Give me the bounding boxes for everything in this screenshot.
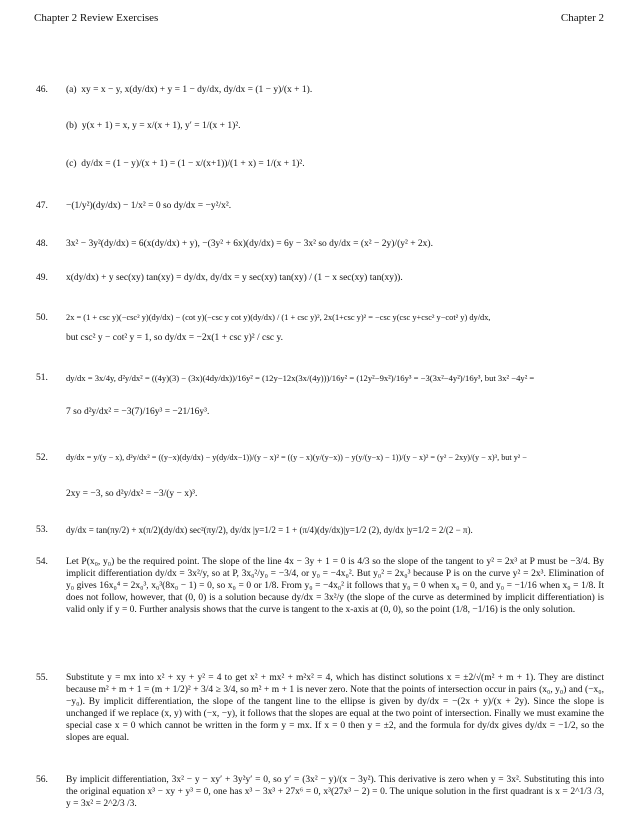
exercise-51 [36,372,604,422]
math-expression: but csc² y − cot² y = 1, so dy/dx = −2x(1 + csc y)² / csc y. [66,333,284,343]
exercise-53 [36,524,604,538]
math-expression: 2xy = −3, so d²y/dx² = −3/(y − x)³. [66,489,198,499]
exercise-number: 50. [36,313,48,323]
solution-paragraph: Substitute y = mx into x² + xy + y² = 4 to get x² + mx² + m²x² = 4, which has distinct solutions x = ±2/√(m² + m + 1). They are distinct because m² + m + 1 = (m + 1/2)² + 3/4 ≥ 3/4, so m² + m + 1 is never zero. Note that the points of intersection occur in pairs (x₀, y₀) and (−x₀, −y₀). By implicit differentiation, the slope of the tangent line to the ellipse is given by dy/dx = −(2x + y)/(x + 2y). Since the slope is unchanged if we replace (x, y) with (−x, −y), it follows that the slopes are equal at the two point of intersection. Finally we must examine the special case x = 0 which cannot be written in the form y = mx. If x = 0 then y = ±2, and the formula for dy/dx gives dy/dx = −1/2, so the slopes are equal. [66,673,604,743]
exercise-number: 49. [36,273,48,283]
header-chapter-label: Chapter 2 [560,12,604,24]
math-expression: dy/dx = tan(πy/2) + x(π/2)(dy/dx) sec²(πy/2), dy/dx |y=1/2 = 1 + (π/4)(dy/dx)|y=1/2 (2), dy/dx |y=1/2 = 2/(2 − π). [66,525,473,535]
exercise-46 [36,84,604,184]
math-expression: dy/dx = (1 − y)/(x + 1) = (1 − x/(x+1))/(1 + x) = 1/(x + 1)². [81,159,305,169]
exercise-number: 48. [36,239,48,249]
exercise-number: 47. [36,201,48,211]
exercise-50 [36,312,604,352]
math-expression: 7 so d²y/dx² = −3(7)/16y³ = −21/16y³. [66,407,210,417]
exercise-number: 46. [36,85,48,95]
exercise-number: 55. [36,673,48,683]
part-label: (c) [66,159,77,169]
solution-paragraph: By implicit differentiation, 3x² − y − xy′ + 3y²y′ = 0, so y′ = (3x² − y)/(x − 3y²). This derivative is zero when y = 3x². Substituting this into the original equation x³ − xy + y³ = 0, one has x³ − 3x³ + 27x⁶ = 0, x³(27x³ − 2) = 0. The unique solution in the first quadrant is x = 2^1/3 /3, y = 3x² = 2^2/3 /3. [66,775,604,809]
exercise-47 [36,200,604,214]
exercise-number: 53. [36,525,48,535]
math-expression: dy/dx = y/(y − x), d²y/dx² = ((y−x)(dy/dx) − y(dy/dx−1))/(y − x)² = ((y − x)(y/(y−x)) − y(y/(y−x) − 1))/(y − x)² = (y² − 2xy)/(y − x)³, but y² − [66,453,527,462]
page-header [34,12,604,28]
exercise-number: 52. [36,453,48,463]
exercise-48 [36,238,604,252]
math-expression: 3x² − 3y²(dy/dx) = 6(x(dy/dx) + y), −(3y² + 6x)(dy/dx) = 6y − 3x² so dy/dx = (x² − 2y)/(y² + 2x). [66,239,433,249]
header-chapter-title: Chapter 2 Review Exercises [34,12,159,24]
solution-paragraph: Let P(x₀, y₀) be the required point. The slope of the line 4x − 3y + 1 = 0 is 4/3 so the slope of the tangent to y² = 2x³ at P must be −3/4. By implicit differentiation dy/dx = 3x²/y, so at P, 3x₀²/y₀ = −3/4, or y₀ = −4x₀². But y₀² = 2x₀³ because P is on the curve y² = 2x³. Elimination of y₀ gives 16x₀⁴ = 2x₀³, x₀³(8x₀ − 1) = 0, so x₀ = 0 or 1/8. From y₀ = −4x₀² it follows that y₀ = 0 when x₀ = 0, and y₀ = −1/16 when x₀ = 1/8. It does not follow, however, that (0, 0) is a solution because dy/dx = 3x²/y (the slope of the curve as determined by implicit differentiation) is valid only if y = 0. Further analysis shows that the curve is tangent to the x-axis at (0, 0), so the point (1/8, −1/16) is the only solution. [66,557,604,615]
math-expression: y(x + 1) = x, y = x/(x + 1), y′ = 1/(x + 1)². [81,121,241,131]
exercise-54 [36,556,604,660]
exercise-number: 51. [36,373,48,383]
part-label: (a) [66,85,77,95]
math-expression: −(1/y²)(dy/dx) − 1/x² = 0 so dy/dx = −y²/x². [66,201,232,211]
math-expression: x(dy/dx) + y sec(xy) tan(xy) = dy/dx, dy/dx = y sec(xy) tan(xy) / (1 − x sec(xy) tan(xy)). [66,273,403,283]
exercise-49 [36,272,604,286]
exercise-46-part-c [66,158,305,170]
exercise-46-part-b [66,120,241,132]
part-label: (b) [66,121,78,131]
exercise-52 [36,452,604,502]
math-expression: xy = x − y, x(dy/dx) + y = 1 − dy/dx, dy/dx = (1 − y)/(x + 1). [81,85,313,95]
exercise-55 [36,672,604,776]
exercise-56 [36,774,604,818]
exercise-46-part-a [66,84,312,96]
math-expression: 2x = (1 + csc y)(−csc² y)(dy/dx) − (cot y)(−csc y cot y)(dy/dx) / (1 + csc y)², 2x(1+csc y)² = −csc y(csc y+csc² y−cot² y) dy/dx, [66,313,491,322]
exercise-number: 54. [36,557,48,567]
math-expression: dy/dx = 3x/4y, d²y/dx² = ((4y)(3) − (3x)(4dy/dx))/16y² = (12y−12x(3x/(4y)))/16y² = (12y²−9x²)/16y³ = −3(3x²−4y²)/16y³, but 3x² −4y² = [66,373,535,383]
exercise-number: 56. [36,775,48,785]
